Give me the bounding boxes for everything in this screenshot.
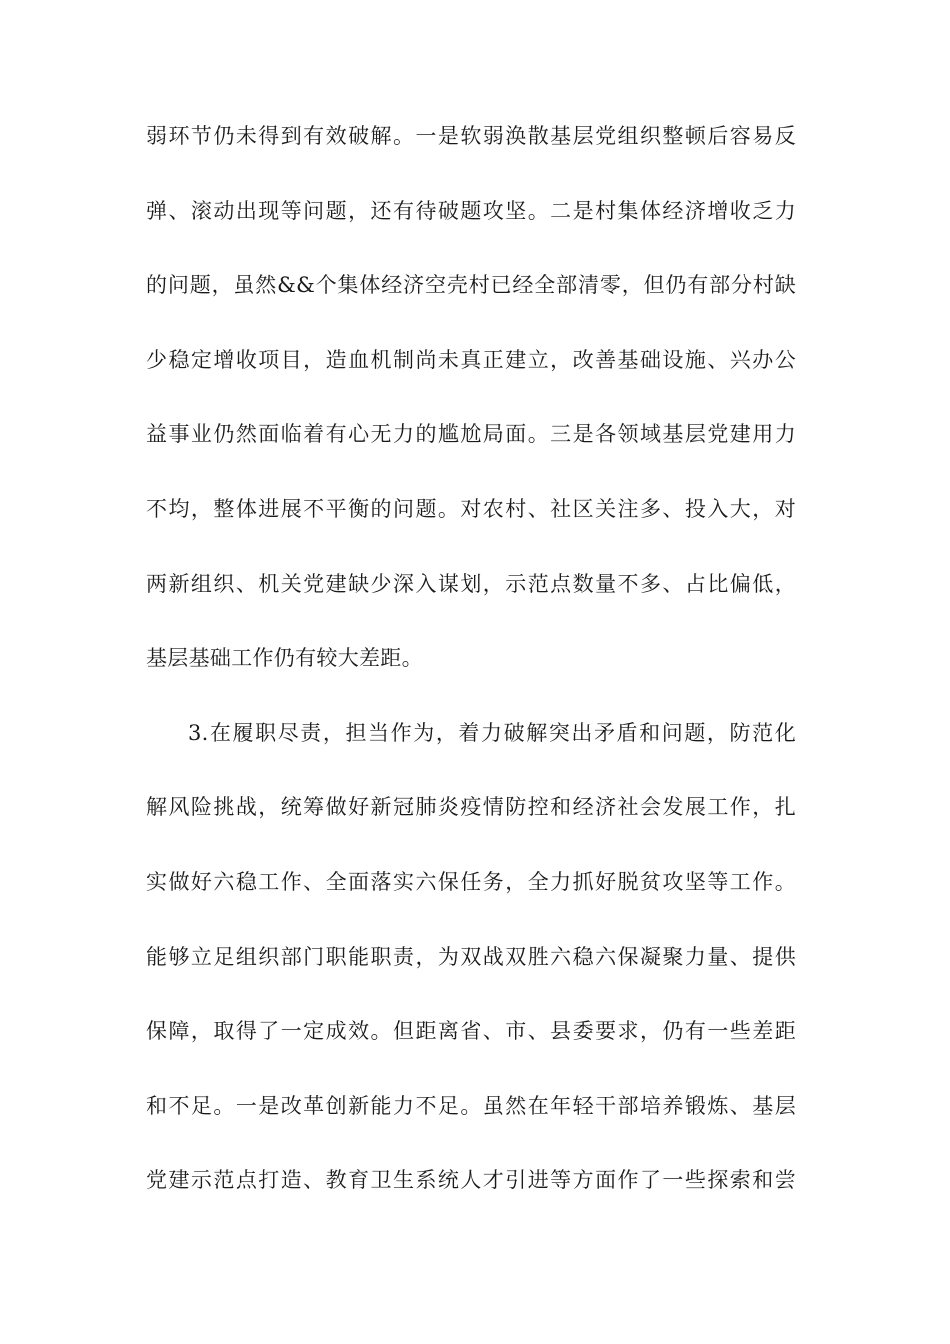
text-line: 和不足。一是改革创新能力不足。虽然在年轻干部培养锻炼、基层: [146, 1093, 796, 1118]
text-line: 党建示范点打造、教育卫生系统人才引进等方面作了一些探索和尝: [146, 1168, 796, 1193]
text-line: 基层基础工作仍有较大差距。: [146, 646, 423, 671]
text-line: 能够立足组织部门职能职责，为双战双胜六稳六保凝聚力量、提供: [146, 944, 796, 969]
text-line: 实做好六稳工作、全面落实六保任务，全力抓好脱贫攻坚等工作。: [146, 869, 796, 894]
text-line: 两新组织、机关党建缺少深入谋划，示范点数量不多、占比偏低，: [146, 571, 796, 596]
text-line: 少稳定增收项目，造血机制尚未真正建立，改善基础设施、兴办公: [146, 347, 796, 372]
text-line: 的问题，虽然&&个集体经济空壳村已经全部清零，但仍有部分村缺: [146, 273, 796, 298]
text-line: 益事业仍然面临着有心无力的尴尬局面。三是各领域基层党建用力: [146, 422, 796, 447]
text-line: 弱环节仍未得到有效破解。一是软弱涣散基层党组织整顿后容易反: [146, 124, 796, 148]
text-line: 弹、滚动出现等问题，还有待破题攻坚。二是村集体经济增收乏力: [146, 198, 796, 223]
document-body: [146, 122, 796, 1241]
text-line: 解风险挑战，统筹做好新冠肺炎疫情防控和经济社会发展工作，扎: [146, 795, 796, 820]
paragraph-start-line: 3.在履职尽责，担当作为，着力破解突出矛盾和问题，防范化: [188, 720, 796, 745]
text-line: 保障，取得了一定成效。但距离省、市、县委要求，仍有一些差距: [146, 1019, 796, 1044]
text-line: 不均，整体进展不平衡的问题。对农村、社区关注多、投入大，对: [146, 496, 796, 521]
